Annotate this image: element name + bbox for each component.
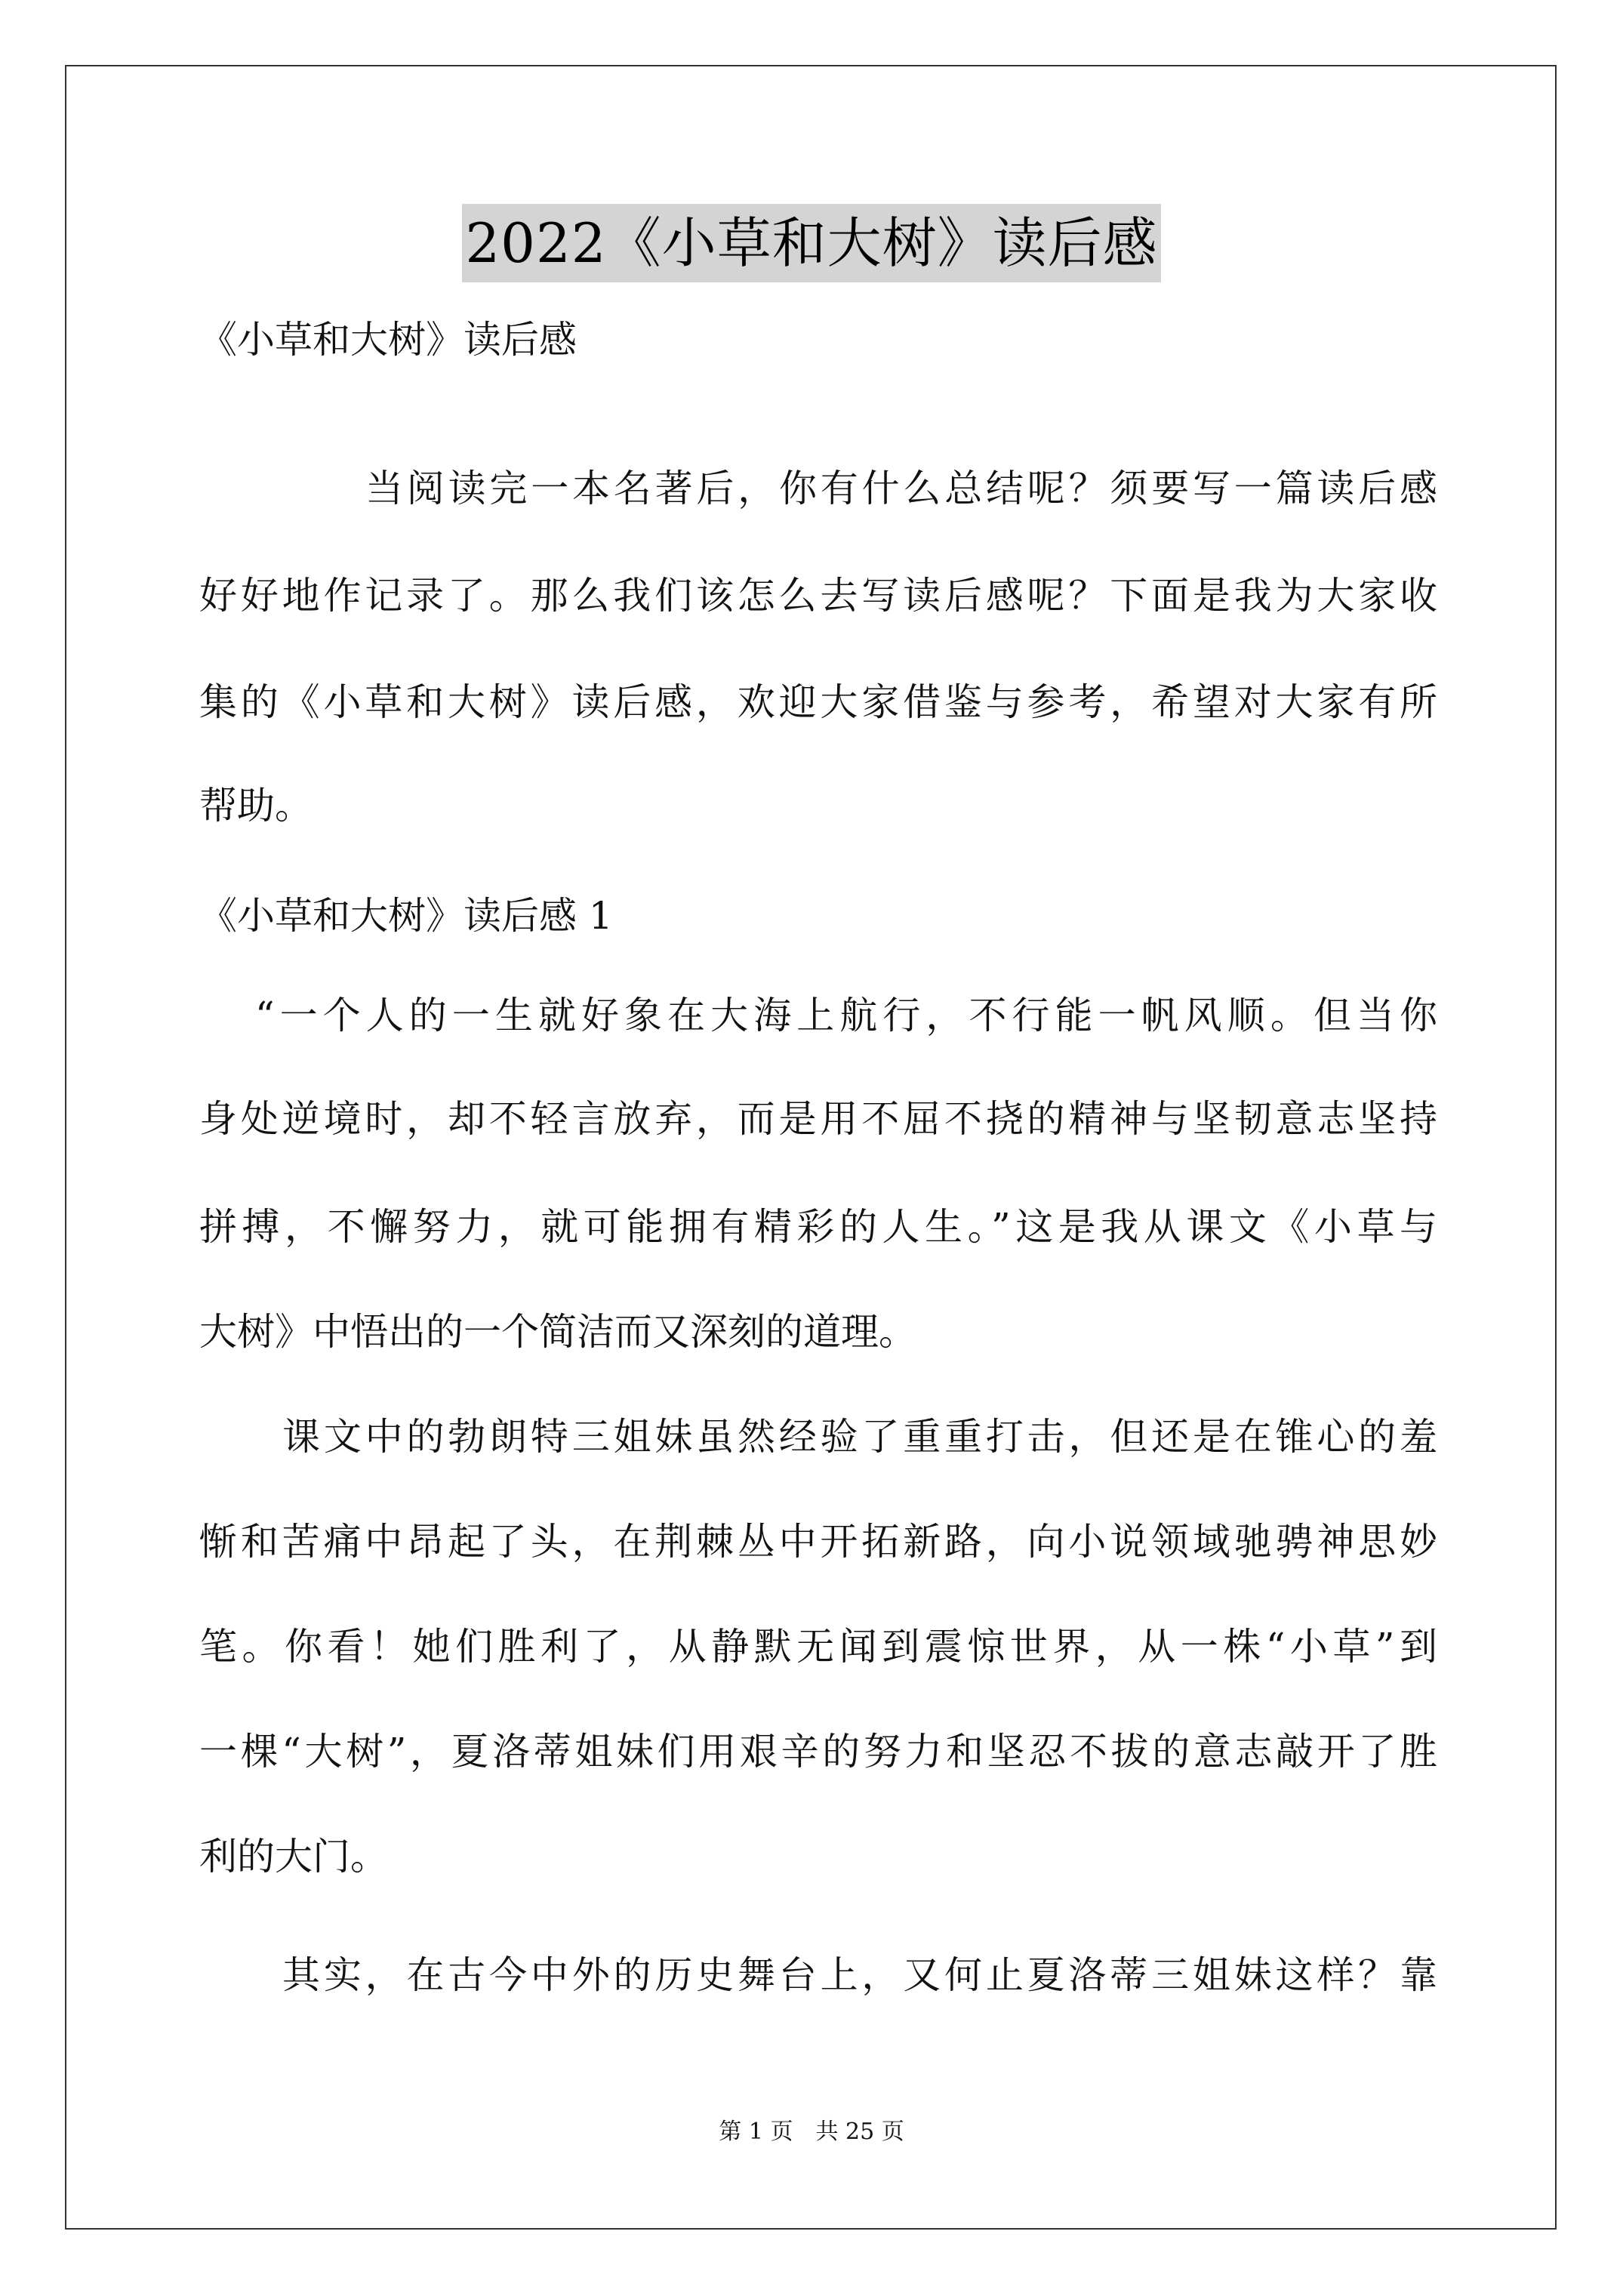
paragraph-line: 其实，在古今中外的历史舞台上，又何止夏洛蒂三姐妹这样？靠	[282, 1953, 1437, 1997]
section-heading: 《小草和大树》读后感 1	[199, 894, 613, 938]
paragraph-line: 惭和苦痛中昂起了头，在荆棘丛中开拓新路，向小说领域驰骋神思妙	[199, 1520, 1437, 1564]
paragraph-line: 课文中的勃朗特三姐妹虽然经验了重重打击，但还是在锥心的羞	[282, 1415, 1437, 1459]
paragraph-line: “一个人的一生就好象在大海上航行，不行能一帆风顺。但当你	[255, 994, 1437, 1037]
title-container	[0, 204, 1623, 282]
paragraph-line: 一棵“大树”，夏洛蒂姐妹们用艰辛的努力和坚忍不拔的意志敲开了胜	[199, 1730, 1437, 1774]
paragraph-line: 身处逆境时，却不轻言放弃，而是用不屈不挠的精神与坚韧意志坚持	[199, 1097, 1437, 1141]
paragraph-line: 大树》中悟出的一个简洁而又深刻的道理。	[199, 1310, 916, 1354]
document-title: 2022《小草和大树》读后感	[462, 204, 1160, 282]
paragraph-line: 好好地作记录了。那么我们该怎么去写读后感呢？下面是我为大家收	[199, 574, 1437, 618]
paragraph-line: 拼搏，不懈努力，就可能拥有精彩的人生。”这是我从课文《小草与	[199, 1205, 1437, 1249]
page-border	[65, 65, 1557, 2230]
section-heading: 《小草和大树》读后感	[199, 318, 577, 362]
paragraph-line: 集的《小草和大树》读后感，欢迎大家借鉴与参考，希望对大家有所	[199, 680, 1437, 724]
paragraph-line: 当阅读完一本名著后，你有什么总结呢？须要写一篇读后感	[365, 467, 1437, 510]
page-number-footer: 第 1 页 共 25 页	[719, 2119, 904, 2145]
paragraph-line: 笔。你看！她们胜利了，从静默无闻到震惊世界，从一株“小草”到	[199, 1625, 1437, 1669]
paragraph-line: 帮助。	[199, 784, 313, 827]
paragraph-line: 利的大门。	[199, 1835, 388, 1878]
